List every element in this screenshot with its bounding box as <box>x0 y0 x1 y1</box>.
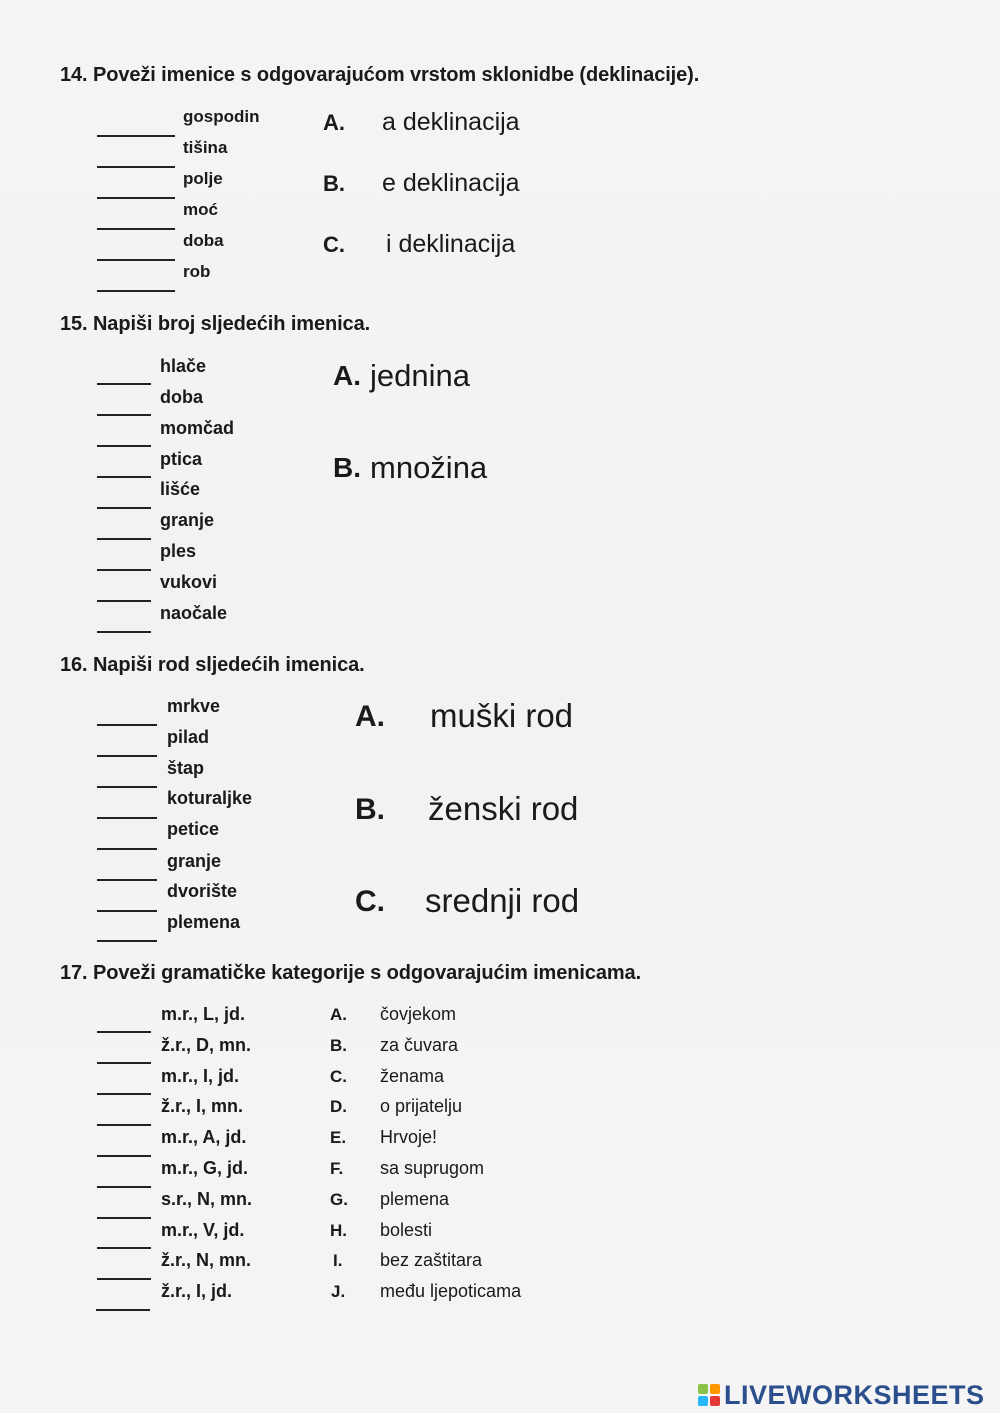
option-letter: H. <box>330 1221 347 1240</box>
option-letter: A. <box>330 1005 347 1024</box>
word-item: hlače <box>160 356 207 376</box>
option-letter: A. <box>333 360 361 391</box>
option-text: bez zaštitara <box>380 1250 483 1270</box>
answer-field[interactable] <box>97 1071 151 1095</box>
logo-text: LIVEWORKSHEETS <box>724 1379 985 1410</box>
answer-field[interactable] <box>97 113 175 137</box>
option-letter: B. <box>330 1036 347 1055</box>
logo-square <box>710 1384 720 1394</box>
logo-square <box>710 1396 720 1406</box>
word-item: ž.r., D, mn. <box>161 1035 252 1055</box>
logo-mark-icon <box>698 1384 720 1406</box>
section-17-title: 17. Poveži gramatičke kategorije s odgovarajućim imenicama. <box>60 962 642 984</box>
answer-field[interactable] <box>97 175 175 199</box>
option-letter: B. <box>355 793 385 826</box>
option-text: množina <box>370 450 488 485</box>
word-item: granje <box>160 510 215 530</box>
answer-field[interactable] <box>97 1164 151 1188</box>
answer-field[interactable] <box>97 547 151 571</box>
option-text: jednina <box>370 358 470 393</box>
option-letter: E. <box>330 1128 347 1147</box>
word-item: ples <box>160 541 197 561</box>
word-item: doba <box>183 231 224 250</box>
option-text: Hrvoje! <box>380 1127 438 1147</box>
option-letter: A. <box>323 110 345 135</box>
option-text: među ljepoticama <box>380 1281 522 1301</box>
section-14-title: 14. Poveži imenice s odgovarajućom vrstom sklonidbe (deklinacije). <box>60 64 700 86</box>
word-item: tišina <box>183 138 228 157</box>
word-item: gospodin <box>183 107 260 126</box>
option-letter: C. <box>355 885 385 918</box>
word-item: m.r., I, jd. <box>161 1066 240 1086</box>
word-item: m.r., A, jd. <box>161 1127 247 1147</box>
option-text: srednji rod <box>425 882 580 919</box>
section-16-title: 16. Napiši rod sljedećih imenica. <box>60 654 365 676</box>
word-item: koturaljke <box>167 788 253 808</box>
answer-field[interactable] <box>97 392 151 416</box>
answer-field[interactable] <box>97 1225 151 1249</box>
answer-field[interactable] <box>97 1133 151 1157</box>
word-item: m.r., V, jd. <box>161 1220 245 1240</box>
word-item: ž.r., N, mn. <box>161 1250 252 1270</box>
answer-field[interactable] <box>97 206 175 230</box>
word-item: ž.r., I, jd. <box>161 1281 233 1301</box>
answer-field[interactable] <box>97 1256 151 1280</box>
liveworksheets-logo <box>698 1378 985 1412</box>
answer-field[interactable] <box>96 1287 150 1311</box>
option-text: muški rod <box>430 697 574 734</box>
word-item: ptica <box>160 449 203 469</box>
word-item: ž.r., I, mn. <box>161 1096 244 1116</box>
word-item: s.r., N, mn. <box>161 1189 253 1209</box>
word-item: mrkve <box>167 696 221 716</box>
option-text: plemena <box>380 1189 450 1209</box>
option-letter: B. <box>333 452 361 483</box>
word-item: moć <box>183 200 218 219</box>
word-item: dvorište <box>167 881 238 901</box>
option-text: o prijatelju <box>380 1096 463 1116</box>
word-item: lišće <box>160 479 201 499</box>
word-item: momčad <box>160 418 235 438</box>
word-item: m.r., L, jd. <box>161 1004 246 1024</box>
word-item: polje <box>183 169 223 188</box>
answer-field[interactable] <box>97 918 157 942</box>
answer-field[interactable] <box>97 144 175 168</box>
word-item: granje <box>167 851 222 871</box>
answer-field[interactable] <box>97 1009 151 1033</box>
option-text: čovjekom <box>380 1004 457 1024</box>
option-text: sa suprugom <box>380 1158 485 1178</box>
word-item: doba <box>160 387 203 407</box>
answer-field[interactable] <box>97 1040 151 1064</box>
word-item: m.r., G, jd. <box>161 1158 249 1178</box>
answer-field[interactable] <box>97 609 151 633</box>
option-letter: B. <box>323 171 345 196</box>
option-letter: D. <box>330 1097 347 1116</box>
answer-field[interactable] <box>97 1102 151 1126</box>
option-text: za čuvara <box>380 1035 459 1055</box>
answer-field[interactable] <box>97 423 151 447</box>
option-text: e deklinacija <box>382 169 520 197</box>
word-item: rob <box>183 262 211 281</box>
answer-field[interactable] <box>97 361 151 385</box>
word-item: štap <box>167 758 205 778</box>
logo-square <box>698 1396 708 1406</box>
answer-field[interactable] <box>97 268 175 292</box>
option-letter: J. <box>331 1282 346 1301</box>
option-letter: C. <box>330 1067 347 1086</box>
word-item: pilad <box>167 727 210 747</box>
option-text: a deklinacija <box>382 108 520 136</box>
answer-field[interactable] <box>97 578 151 602</box>
option-letter: A. <box>355 700 385 733</box>
answer-field[interactable] <box>97 888 157 912</box>
word-item: naočale <box>160 603 228 623</box>
option-letter: G. <box>330 1190 348 1209</box>
word-item: plemena <box>167 912 241 932</box>
option-text: i deklinacija <box>386 230 516 258</box>
answer-field[interactable] <box>97 516 151 540</box>
answer-field[interactable] <box>97 454 151 478</box>
option-letter: I. <box>333 1251 343 1270</box>
answer-field[interactable] <box>97 237 175 261</box>
answer-field[interactable] <box>97 733 157 757</box>
section-15-title: 15. Napiši broj sljedećih imenica. <box>60 313 371 335</box>
answer-field[interactable] <box>97 702 157 726</box>
option-text: ženski rod <box>428 790 579 827</box>
answer-field[interactable] <box>97 1195 151 1219</box>
answer-field[interactable] <box>97 764 157 788</box>
option-letter: F. <box>330 1159 344 1178</box>
word-item: vukovi <box>160 572 218 592</box>
logo-square <box>698 1384 708 1394</box>
option-letter: C. <box>323 232 345 257</box>
answer-field[interactable] <box>97 795 157 819</box>
answer-field[interactable] <box>97 857 157 881</box>
word-item: petice <box>167 819 220 839</box>
option-text: ženama <box>380 1066 445 1086</box>
option-text: bolesti <box>380 1220 433 1240</box>
answer-field[interactable] <box>97 485 151 509</box>
answer-field[interactable] <box>97 826 157 850</box>
